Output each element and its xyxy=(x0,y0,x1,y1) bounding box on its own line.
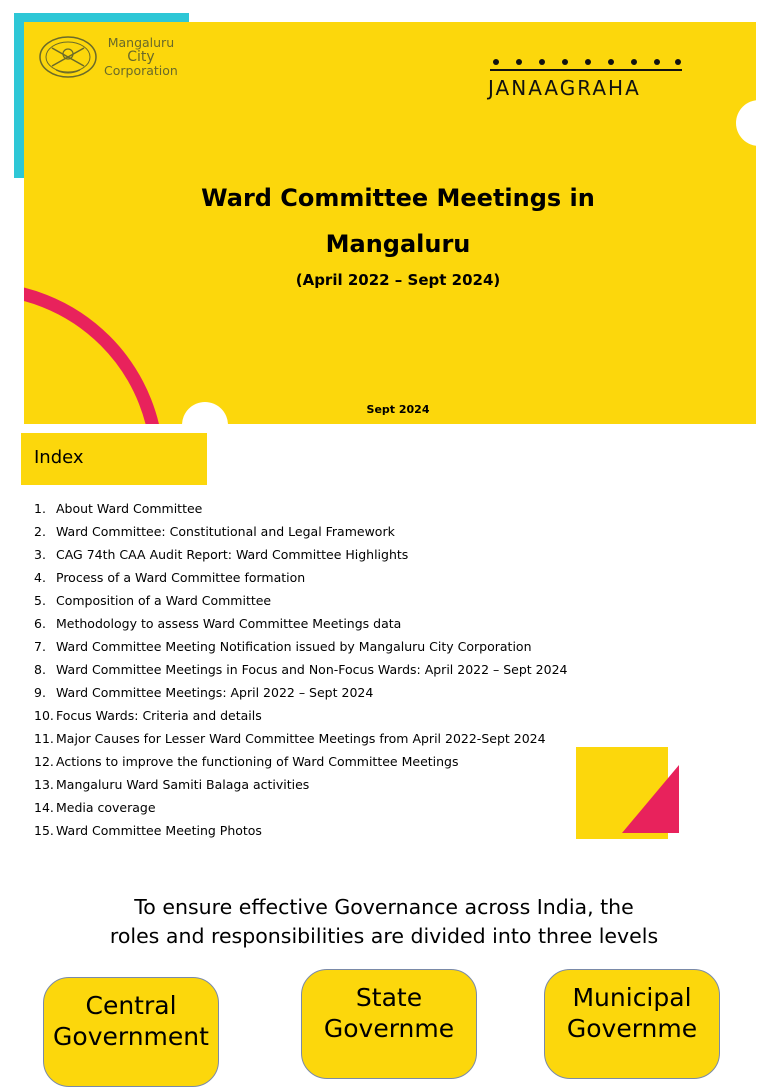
index-item xyxy=(34,707,568,730)
index-item-number: 2. xyxy=(34,524,46,539)
municipal-government-box xyxy=(544,969,720,1079)
index-item-label: Ward Committee Meeting Photos xyxy=(56,823,262,838)
people-chain-icon xyxy=(488,58,684,74)
index-item-number: 4. xyxy=(34,570,46,585)
central-government-box xyxy=(43,977,219,1087)
index-item xyxy=(34,684,568,707)
index-item-number: 1. xyxy=(34,501,46,516)
level-label-line-1: Central xyxy=(85,991,177,1020)
mangaluru-city-corporation-logo xyxy=(38,34,178,80)
index-item-number: 9. xyxy=(34,685,46,700)
index-item-label: Ward Committee: Constitutional and Legal Framework xyxy=(56,524,395,539)
index-list xyxy=(34,500,568,845)
document-title-line-1: Ward Committee Meetings in xyxy=(201,184,595,212)
level-label-line-2: Governme xyxy=(323,1014,455,1043)
index-item xyxy=(34,546,568,569)
index-item-number: 10. xyxy=(34,708,54,723)
index-item xyxy=(34,776,568,799)
index-item-number: 14. xyxy=(34,800,54,815)
index-item-label: Ward Committee Meeting Notification issued by Mangaluru City Corporation xyxy=(56,639,532,654)
index-item-label: Methodology to assess Ward Committee Meetings data xyxy=(56,616,402,631)
index-item-number: 15. xyxy=(34,823,54,838)
corporation-seal-icon xyxy=(38,34,98,80)
index-item-label: Process of a Ward Committee formation xyxy=(56,570,306,585)
index-item xyxy=(34,799,568,822)
index-item xyxy=(34,592,568,615)
document-title-line-2: Mangaluru xyxy=(325,230,471,258)
janaagraha-wordmark: JANAAGRAHA xyxy=(488,76,641,100)
index-item-label: Mangaluru Ward Samiti Balaga activities xyxy=(56,777,310,792)
index-item-number: 3. xyxy=(34,547,46,562)
index-item-number: 8. xyxy=(34,662,46,677)
index-item-label: About Ward Committee xyxy=(56,501,203,516)
document-date: Sept 2024 xyxy=(366,403,430,416)
index-item xyxy=(34,638,568,661)
org-name-line-3: Corporation xyxy=(104,63,178,78)
index-item-label: Ward Committee Meetings: April 2022 – Sept 2024 xyxy=(56,685,374,700)
title-banner xyxy=(24,22,756,424)
index-item-label: Composition of a Ward Committee xyxy=(56,593,272,608)
index-title: Index xyxy=(34,447,84,468)
index-item xyxy=(34,730,568,753)
governance-intro-line-1: To ensure effective Governance across India, the xyxy=(134,895,634,919)
org-name-line-1: Mangaluru xyxy=(107,35,175,50)
index-item xyxy=(34,500,568,523)
index-item-number: 11. xyxy=(34,731,54,746)
governance-intro xyxy=(0,893,768,951)
pink-triangle-decoration xyxy=(622,765,679,833)
level-label-line-2: Government xyxy=(53,1022,209,1051)
level-label-line-1: State xyxy=(355,983,423,1012)
org-name-line-2: City xyxy=(127,49,155,65)
index-item xyxy=(34,523,568,546)
index-item xyxy=(34,615,568,638)
index-item-number: 13. xyxy=(34,777,54,792)
index-header xyxy=(21,433,207,485)
circle-decoration-right xyxy=(736,100,756,146)
index-item-number: 7. xyxy=(34,639,46,654)
index-item-label: CAG 74th CAA Audit Report: Ward Committee Highlights xyxy=(56,547,409,562)
level-label-line-1: Municipal xyxy=(572,983,692,1012)
state-government-box xyxy=(301,969,477,1079)
index-item-label: Major Causes for Lesser Ward Committee Meetings from April 2022-Sept 2024 xyxy=(56,731,546,746)
level-label-line-2: Governme xyxy=(566,1014,698,1043)
index-item-number: 6. xyxy=(34,616,46,631)
index-item xyxy=(34,753,568,776)
governance-intro-line-2: roles and responsibilities are divided into three levels xyxy=(109,924,659,948)
index-item-number: 5. xyxy=(34,593,46,608)
index-item xyxy=(34,569,568,592)
janaagraha-logo xyxy=(488,58,688,100)
document-period: (April 2022 – Sept 2024) xyxy=(295,271,501,289)
index-item-number: 12. xyxy=(34,754,54,769)
index-item-label: Media coverage xyxy=(56,800,156,815)
index-item xyxy=(34,661,568,684)
index-item-label: Ward Committee Meetings in Focus and Non-Focus Wards: April 2022 – Sept 2024 xyxy=(56,662,568,677)
index-item-label: Focus Wards: Criteria and details xyxy=(56,708,262,723)
index-item xyxy=(34,822,568,845)
index-item-label: Actions to improve the functioning of Ward Committee Meetings xyxy=(56,754,459,769)
